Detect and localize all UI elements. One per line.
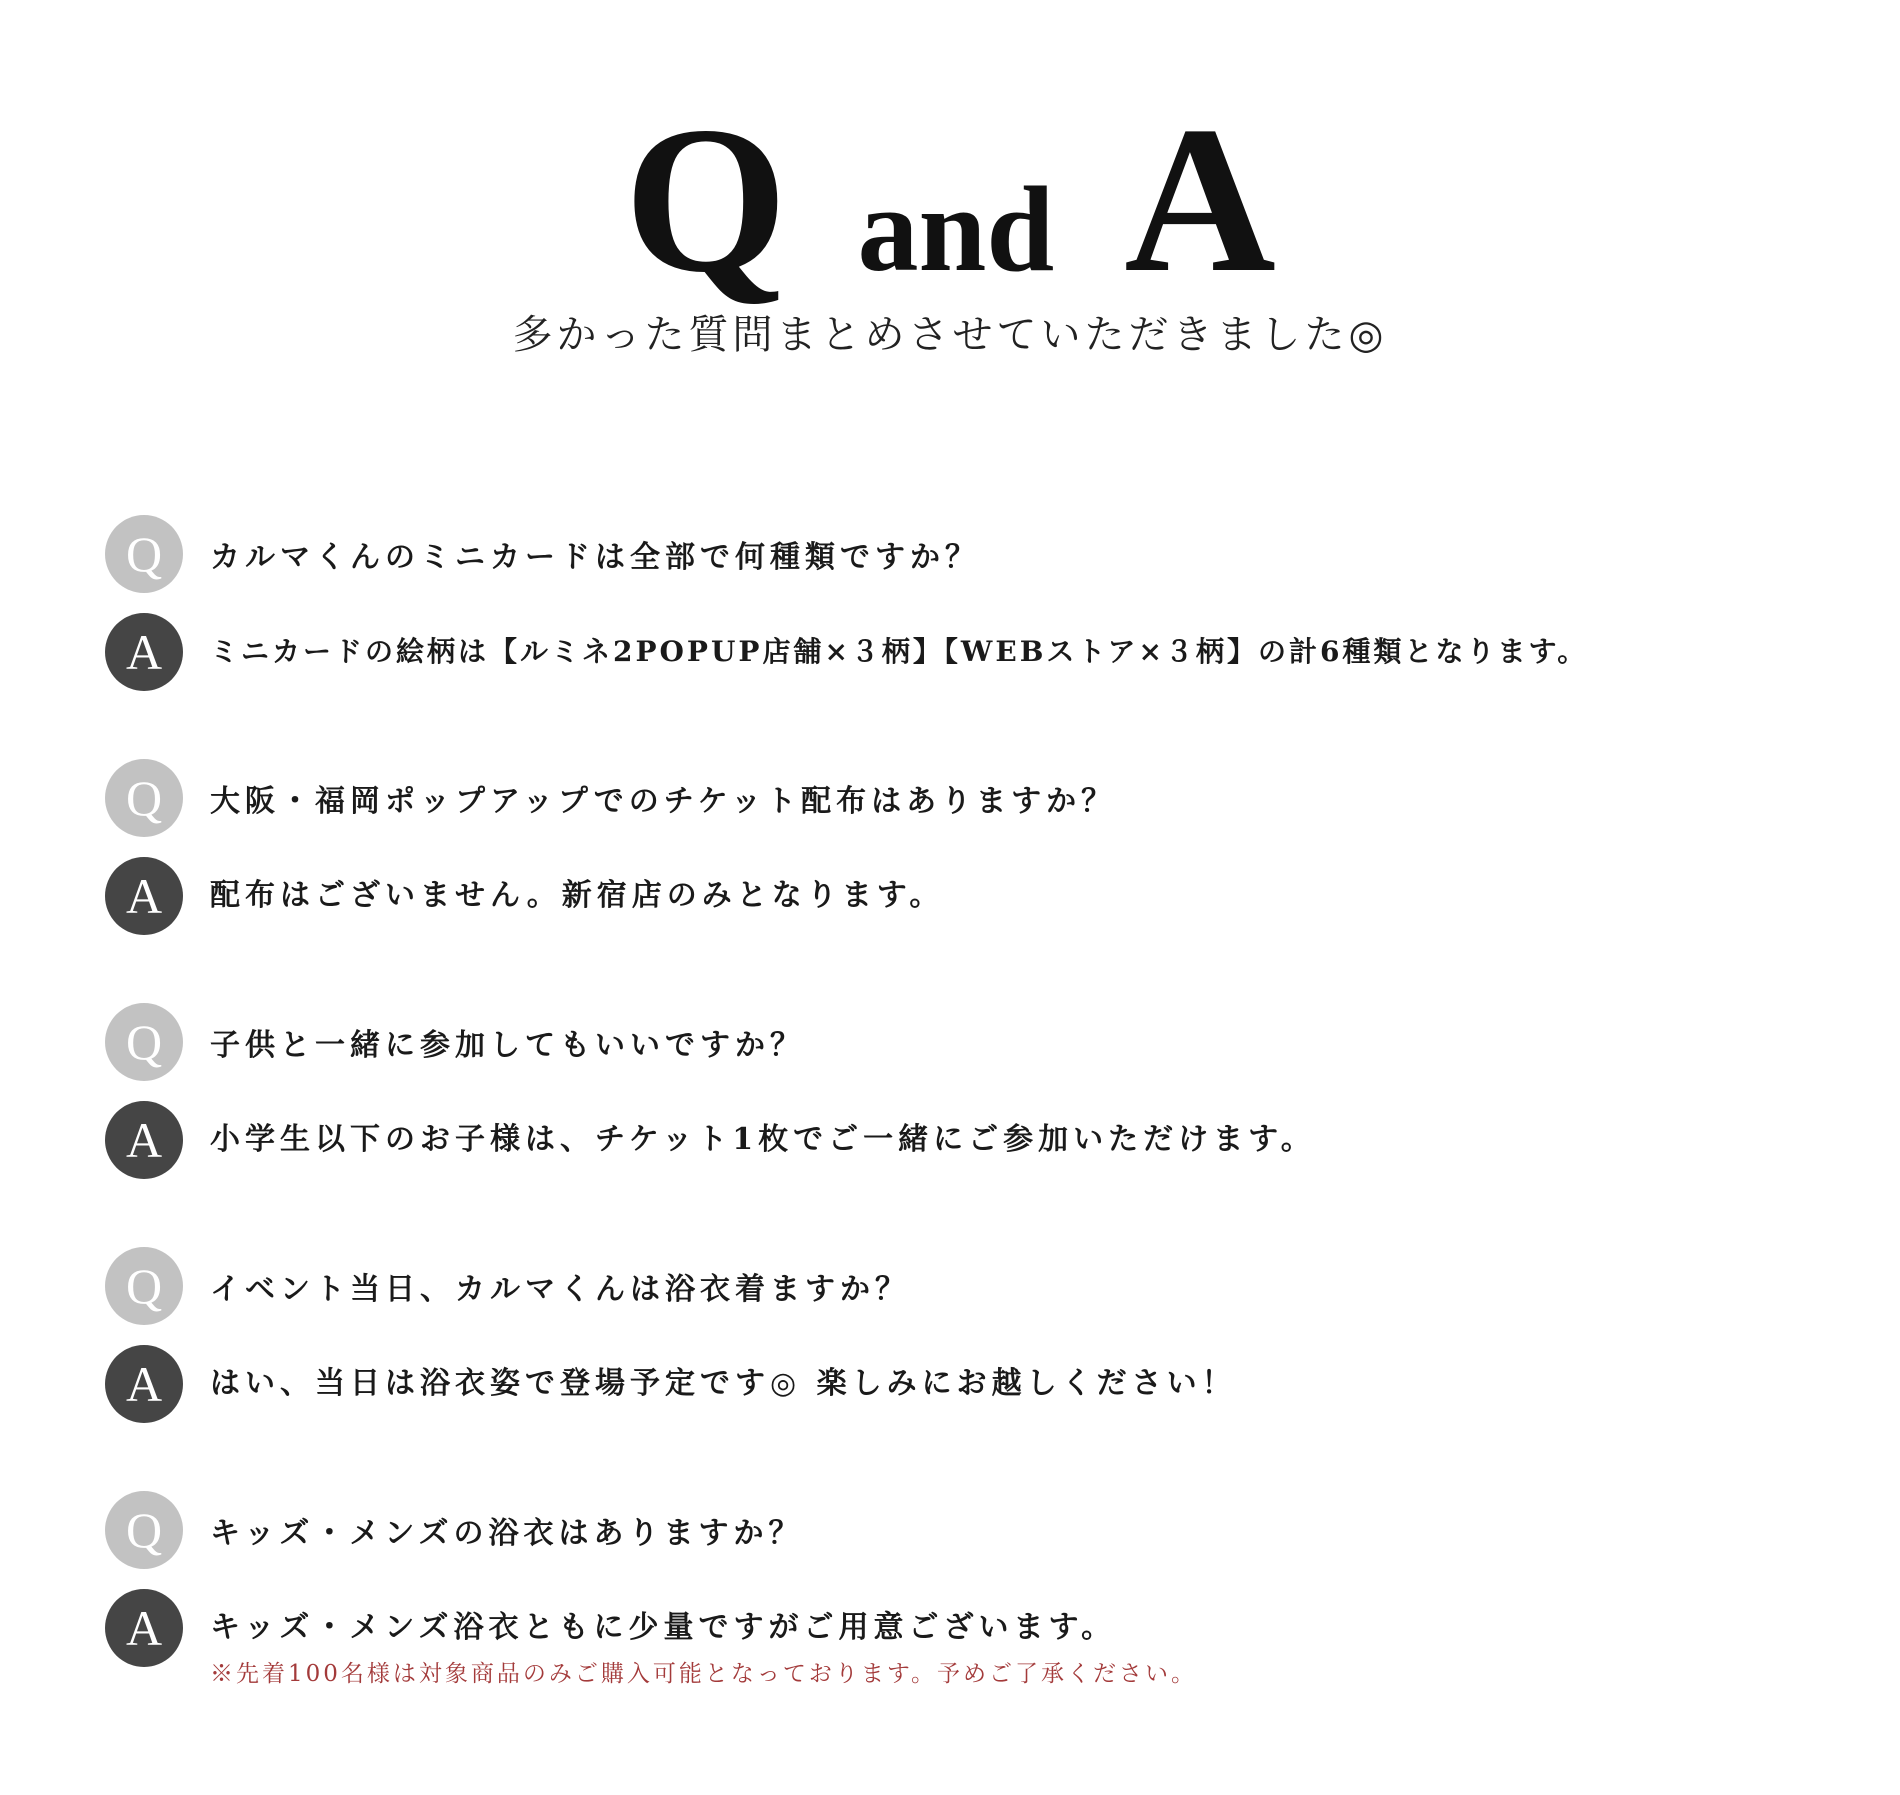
page-title xyxy=(0,84,1900,316)
question-row xyxy=(105,1003,1865,1081)
answer-row xyxy=(105,1589,1865,1687)
answer-text: はい、当日は浴衣姿で登場予定です◎ 楽しみにお越しください！ xyxy=(210,1366,1237,1401)
title-and: and xyxy=(857,162,1055,297)
q-badge-icon: Q xyxy=(105,759,183,837)
title-a: A xyxy=(1124,84,1276,316)
a-badge-icon: A xyxy=(105,613,183,691)
qa-item-2 xyxy=(105,759,1865,1003)
answer-text: 配布はございません。新宿店のみとなります。 xyxy=(210,878,945,913)
question-row xyxy=(105,759,1865,837)
title-q: Q xyxy=(624,84,788,316)
a-badge-icon: A xyxy=(105,1101,183,1179)
answer-text: ミニカードの絵柄は【ルミネ2POPUP店舗×３柄】【WEBストア×３柄】の計6種類となります。 xyxy=(210,635,1589,668)
qa-list xyxy=(105,515,1865,1731)
qa-item-1 xyxy=(105,515,1865,759)
q-badge-icon: Q xyxy=(105,1491,183,1569)
answer-row xyxy=(105,613,1865,691)
question-row xyxy=(105,1247,1865,1325)
page-subtitle: 多かった質問まとめさせていただきました◎ xyxy=(512,312,1388,358)
answer-note: ※先着100名様は対象商品のみご購入可能となっております。予めご了承ください。 xyxy=(210,1661,1198,1687)
answer-row xyxy=(105,1345,1865,1423)
q-badge-icon: Q xyxy=(105,515,183,593)
answer-text: キッズ・メンズ浴衣ともに少量ですがご用意ございます。 xyxy=(210,1610,1117,1645)
question-text: カルマくんのミニカードは全部で何種類ですか？ xyxy=(210,540,980,575)
answer-block xyxy=(210,1589,1197,1688)
qa-item-5 xyxy=(105,1491,1865,1731)
question-row xyxy=(105,1491,1865,1569)
answer-row xyxy=(105,857,1865,935)
a-badge-icon: A xyxy=(105,857,183,935)
question-text: キッズ・メンズの浴衣はありますか？ xyxy=(210,1516,804,1551)
question-text: イベント当日、カルマくんは浴衣着ますか？ xyxy=(210,1272,910,1307)
question-text: 大阪・福岡ポップアップでのチケット配布はありますか？ xyxy=(210,784,1117,819)
qa-item-4 xyxy=(105,1247,1865,1491)
qa-item-3 xyxy=(105,1003,1865,1247)
header xyxy=(0,84,1900,360)
q-badge-icon: Q xyxy=(105,1247,183,1325)
answer-text: 小学生以下のお子様は、チケット1枚でご一緒にご参加いただけます。 xyxy=(210,1122,1316,1157)
a-badge-icon: A xyxy=(105,1589,183,1667)
a-badge-icon: A xyxy=(105,1345,183,1423)
q-badge-icon: Q xyxy=(105,1003,183,1081)
question-text: 子供と一緒に参加してもいいですか？ xyxy=(210,1028,805,1063)
question-row xyxy=(105,515,1865,593)
answer-row xyxy=(105,1101,1865,1179)
